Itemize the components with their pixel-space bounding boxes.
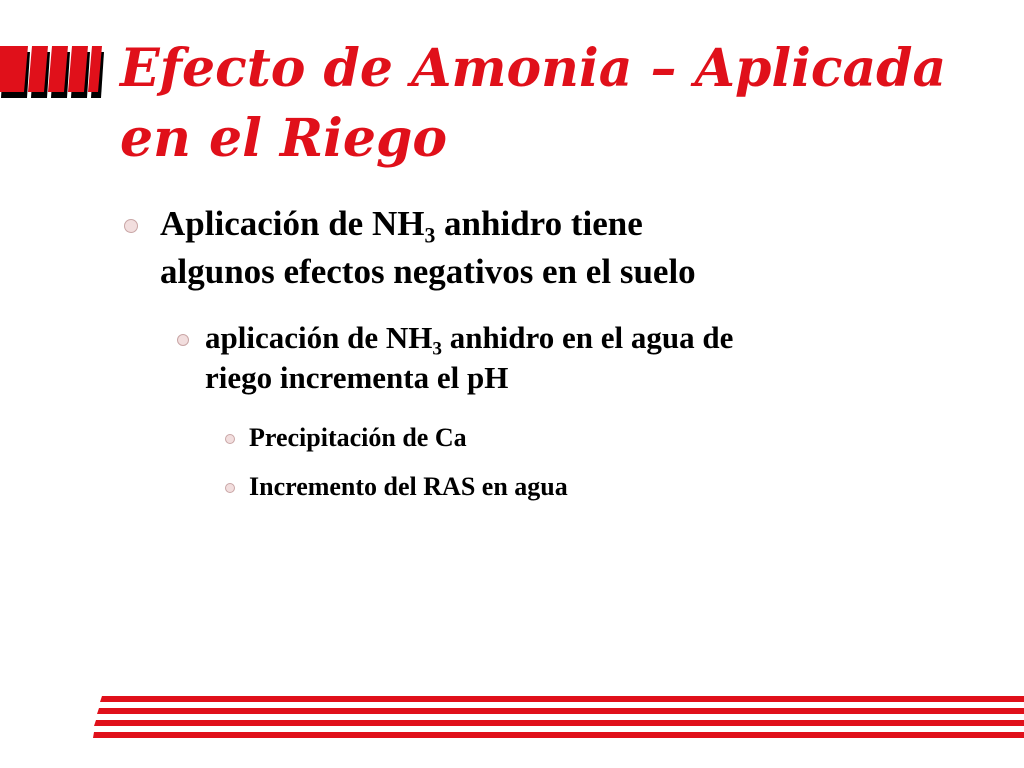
bullet-level1 (160, 200, 1000, 296)
bullet-text: algunos efectos negativos en el suelo (160, 252, 696, 291)
bullet-dot (177, 334, 189, 346)
bullet-dot (225, 434, 235, 444)
bullet-text: Aplicación de NH (160, 204, 425, 243)
stripe (94, 720, 1024, 726)
subscript: 3 (432, 338, 442, 360)
bullet-text: anhidro tiene (435, 204, 643, 243)
bullet-text: anhidro en el agua de (441, 320, 734, 355)
stripe (93, 732, 1024, 738)
stripe (100, 696, 1024, 702)
bottom-stripes (93, 696, 1024, 738)
subscript: 3 (424, 223, 436, 248)
bullet-text: riego incrementa el pH (205, 360, 509, 395)
bullet-level3: Precipitación de Ca (249, 423, 467, 452)
bullet-level3: Incremento del RAS en agua (249, 472, 568, 501)
bullet-text: aplicación de NH (205, 320, 433, 355)
bullet-dot (124, 219, 138, 233)
stripe (97, 708, 1024, 714)
bullet-dot (225, 483, 235, 493)
striped-logo (0, 38, 104, 98)
bullet-level2 (205, 318, 1005, 398)
slide-title: Efecto de Amonia – Aplicada en el Riego (120, 38, 947, 169)
